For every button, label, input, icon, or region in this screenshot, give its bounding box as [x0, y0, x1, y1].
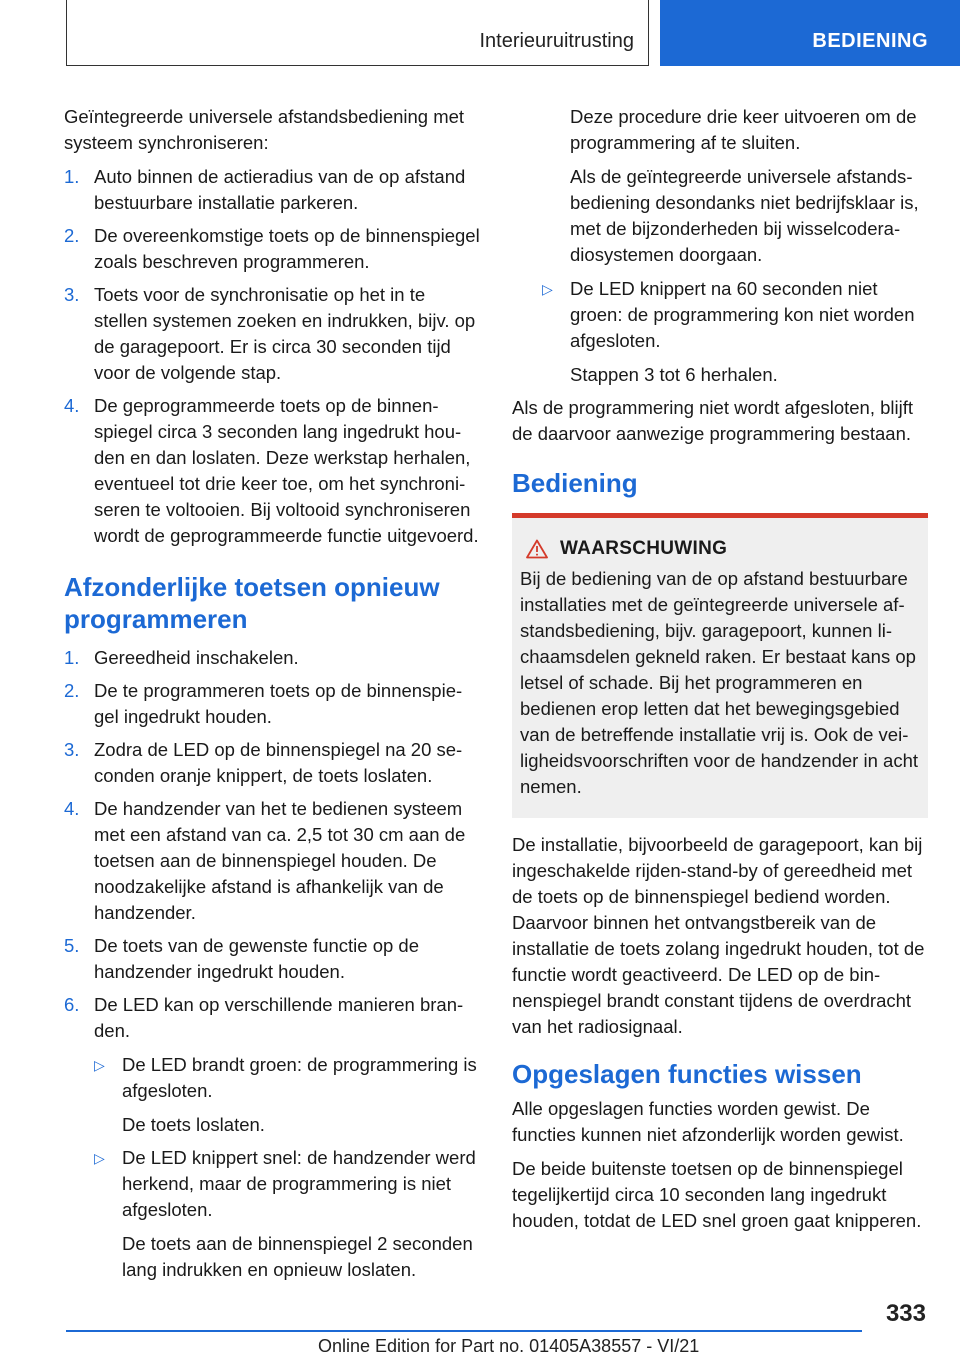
footer-divider: [66, 1330, 862, 1332]
sub-item-continuation: De toets loslaten.: [122, 1114, 265, 1135]
section-heading-operation: Bediening: [512, 468, 638, 498]
led-states-list: [94, 1052, 480, 1283]
sub-item-text: De LED brandt groen: de programmering is afgesloten.: [122, 1054, 477, 1101]
list-item: [64, 737, 480, 789]
list-item: [64, 223, 480, 275]
intro-paragraph: Geïntegreerde universele afstandsbediening met systeem synchroniseren:: [64, 106, 465, 153]
step-number: 1.: [64, 647, 80, 668]
continuation-block: [512, 104, 928, 268]
continuation-paragraph: Deze procedure drie keer uitvoeren om de programmering af te sluiten.: [570, 106, 917, 153]
continuation-paragraph: Als de geïntegreerde universele afstandsbediening desondanks niet bedrijfsklaar is, met de bijzonderheden bij wisselcoderadiosystemen doorgaan.: [570, 166, 919, 265]
step-number: 5.: [64, 935, 80, 956]
sub-item-continuation: Stappen 3 tot 6 herhalen.: [570, 364, 778, 385]
step-number: 3.: [64, 739, 80, 760]
step-text: De geprogrammeerde toets op de binnenspiegel circa 3 seconden lang ingedrukt houden en dan loslaten. Deze werkstap herhalen, eventueel tot drie keer toe, om het synchroniseren te voltooien. Bij voltooid synchroniseren wordt de geprogrammeerde functie uitgevoerd.: [94, 395, 479, 546]
step-text: Gereedheid inschakelen.: [94, 647, 299, 668]
list-item: [542, 276, 928, 388]
step-number: 6.: [64, 994, 80, 1015]
step-text: De LED kan op verschillende manieren branden.: [94, 994, 464, 1041]
step-text: Toets voor de synchronisatie op het in te stellen systemen zoeken en indrukken, bijv. op de garagepoort. Er is circa 30 seconden tijd voor de volgende stap.: [94, 284, 476, 383]
list-item: [94, 1145, 480, 1283]
list-item: [64, 164, 480, 216]
step-text: Auto binnen de actieradius van de op afstand bestuurbare installatie parkeren.: [94, 166, 466, 213]
step-number: 2.: [64, 225, 80, 246]
reprogram-steps-list: [64, 645, 480, 1283]
list-item: [64, 933, 480, 985]
section-heading-reprogram: Afzonderlijke toetsen opnieuw programmeren: [64, 572, 440, 634]
left-column: [64, 104, 480, 1290]
list-item: [64, 796, 480, 926]
step-number: 4.: [64, 395, 80, 416]
step-text: De te programmeren toets op de binnenspiegel ingedrukt houden.: [94, 680, 463, 727]
warning-title: [520, 538, 920, 560]
section-heading-erase: Opgeslagen functies wissen: [512, 1059, 862, 1089]
header-section-title: Interieuruitrusting: [479, 30, 634, 52]
page-number: 333: [885, 1300, 926, 1327]
list-item: [64, 393, 480, 549]
footer-edition: Online Edition for Part no. 01405A38557 - VI/21: [318, 1336, 700, 1356]
list-item: [64, 282, 480, 386]
body-paragraph: De installatie, bijvoorbeeld de garagepoort, kan bij ingeschakelde rijden-stand-by of gereedheid met de toets op de binnenspiegel bediend worden. Daarvoor binnen het ontvangstbereik van de installatie de toets zolang ingedrukt houden, tot de functie wordt geactiveerd. De LED op de binnenspiegel brandt constant tijdens de overdracht van het radiosignaal.: [512, 834, 925, 1037]
list-item: [94, 1052, 480, 1138]
led-states-list-continued: [512, 276, 928, 388]
warning-box: [512, 513, 928, 818]
warning-text: Bij de bediening van de op afstand bestuurbare installaties met de geïntegreerde universele afstandsbediening, bijv. garagepoort, kunnen lichaamsdelen gekneld raken. Er bestaat kans op letsel of schade. Bij het programmeren en bedienen erop letten dat het bewegingsgebied van de betreffende installatie vrij is. Ook de veiligheidsvoorschriften voor de handzender in acht nemen.: [520, 568, 918, 797]
body-paragraph: Als de programmering niet wordt afgesloten, blijft de daarvoor aanwezige programmering bestaan.: [512, 397, 914, 444]
sub-item-continuation: De toets aan de binnenspiegel 2 seconden lang indrukken en opnieuw loslaten.: [122, 1233, 473, 1280]
step-number: 3.: [64, 284, 80, 305]
right-column: [512, 104, 928, 1242]
step-number: 2.: [64, 680, 80, 701]
warning-triangle-icon: [526, 539, 548, 559]
step-number: 4.: [64, 798, 80, 819]
header-chapter-title: BEDIENING: [812, 30, 928, 52]
header-chapter-tab: [660, 0, 960, 66]
step-text: De overeenkomstige toets op de binnenspiegel zoals beschreven programmeren.: [94, 225, 480, 272]
list-item: [64, 645, 480, 671]
body-paragraph: De beide buitenste toetsen op de binnenspiegel tegelijkertijd circa 10 seconden lang ingedrukt houden, totdat de LED snel groen gaat knipperen.: [512, 1158, 922, 1231]
body-paragraph: Alle opgeslagen functies worden gewist. De functies kunnen niet afzonderlijk worden gewist.: [512, 1098, 904, 1145]
sub-item-text: De LED knippert na 60 seconden niet groen: de programmering kon niet worden afgesloten.: [570, 278, 915, 351]
step-text: De handzender van het te bedienen systeem met een afstand van ca. 2,5 tot 30 cm aan de toetsen aan de binnenspiegel houden. De noodzakelijke afstand is afhankelijk van de handzender.: [94, 798, 466, 923]
triangle-bullet-icon: ▷: [542, 281, 553, 297]
step-text: Zodra de LED op de binnenspiegel na 20 seconden oranje knippert, de toets loslaten.: [94, 739, 463, 786]
triangle-bullet-icon: ▷: [94, 1150, 105, 1166]
sub-item-text: De LED knippert snel: de handzender werd herkend, maar de programmering is niet afgesloten.: [122, 1147, 476, 1220]
step-text: De toets van de gewenste functie op de handzender ingedrukt houden.: [94, 935, 419, 982]
sync-steps-list: [64, 164, 480, 549]
list-item: [64, 678, 480, 730]
step-number: 1.: [64, 166, 80, 187]
header-section-tab: [66, 0, 649, 66]
warning-title-text: WAARSCHUWING: [560, 538, 728, 559]
list-item: [64, 992, 480, 1283]
triangle-bullet-icon: ▷: [94, 1057, 105, 1073]
